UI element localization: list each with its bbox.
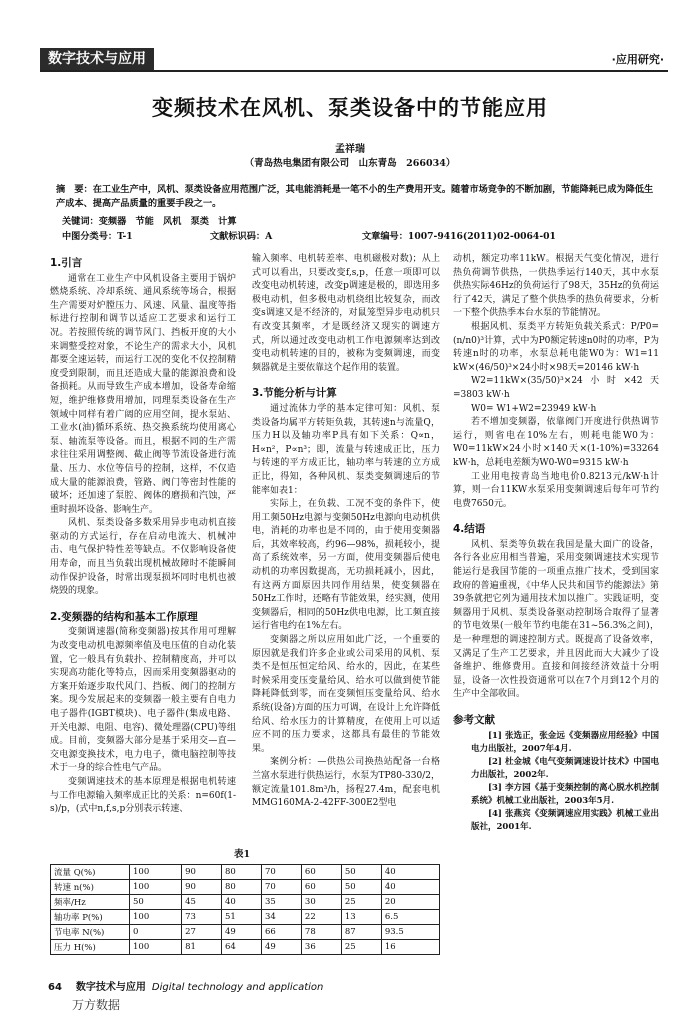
table-cell: 0 [130, 925, 182, 940]
table-caption: 表1 [234, 849, 251, 860]
table-cell: 100 [130, 910, 182, 925]
table-cell: 50 [341, 880, 381, 895]
table-row [51, 880, 440, 895]
section-category: ·应用研究· [611, 53, 664, 66]
table-cell: 70 [261, 880, 301, 895]
paragraph: 工业用电按青岛当地电价0.8213元/kW·h计算，则一台11KW水泵采用变频调速后每年可节约电费7650元。 [453, 471, 659, 509]
column-3 [453, 253, 659, 834]
paragraph: 风机、泵类等负载在我国是量大面广的设备，各行各业应用相当普遍，采用变频调速技术实现节能运行是我国节能的一项重点推广技术，受到国家政府的普遍重视，《中华人民共和国节约能源法》第39条就把它列为通用技术加以推广。实践证明，变频器用于风机、泵类设备驱动控制场合取得了显著的节电效果(一般年节约电能在31~56.3%之间)，是一种理想的调速控制方式。既提高了设备效率，又满足了生产工艺要求，并且因此而大大减少了设备维护、维修费用。直接和间接经济效益十分明显，设备一次性投资通常可以在7个月到12个月的生产中全部收回。 [453, 539, 659, 700]
table-cell: 16 [381, 940, 439, 955]
table-cell: 81 [182, 940, 222, 955]
references-heading: 参考文献 [453, 714, 495, 726]
table-cell: 60 [301, 880, 341, 895]
table-row [51, 940, 440, 955]
table-cell: 80 [222, 880, 262, 895]
table-cell: 80 [222, 865, 262, 880]
table-cell: 90 [182, 865, 222, 880]
table-cell: 34 [261, 910, 301, 925]
article-author: 孟祥瑞 [335, 144, 365, 155]
table-cell: 30 [301, 895, 341, 910]
article-abstract: 摘 要：在工业生产中，风机、泵类设备应用范围广泛，其电能消耗是一笔不小的生产费用开支。随着市场竞争的不断加剧，节能降耗已成为降低生产成本、提高产品质量的重要手段之一。 [56, 184, 654, 209]
table-cell: 25 [341, 895, 381, 910]
column-2 [252, 253, 440, 811]
journal-name-cn: 数字技术与应用 [75, 982, 146, 993]
reference-item: [1] 张选正，张金远《变频器应用经验》中国电力出版社，2007年4月. [471, 730, 659, 754]
table-row-label: 流量 Q(%) [51, 865, 130, 880]
paragraph: 风机、泵类设备多数采用异步电动机直接驱动的方式运行，存在启动电流大、机械冲击、电气保护特性差等缺点。不仅影响设备使用寿命，而且当负载出现机械故障时不能瞬间动作保护设备，时常出现泵损坏同时电机也被烧毁的现象。 [50, 518, 236, 597]
article-keywords: 关键词：变频器 节能 风机 泵类 计算 [62, 216, 237, 227]
table-cell: 49 [261, 940, 301, 955]
table-cell: 78 [301, 925, 341, 940]
energy-saving-table [50, 864, 440, 955]
document-code: 文献标识码：A [210, 231, 273, 242]
table-row-label: 轴功率 P(%) [51, 910, 130, 925]
table-row [51, 865, 440, 880]
table-cell: 45 [182, 895, 222, 910]
page-footer [48, 978, 323, 993]
journal-name-en: Digital technology and application [151, 982, 324, 993]
table-row-label: 压力 H(%) [51, 940, 130, 955]
reference-item: [2] 杜金城《电气变频调速设计技术》中国电力出版社，2002年. [471, 756, 659, 780]
table-row [51, 925, 440, 940]
table-row [51, 910, 440, 925]
section-heading: 4.结语 [453, 523, 486, 536]
paragraph: 变频器之所以应用如此广泛，一个重要的原因就是我们许多企业或公司采用的风机、泵类不是恒压恒定给风、给水的，因此，在某些时候采用变压变量给风、给水可以做到使节能降耗降低到零，而在变频恒压变量给风、给水系统(设备)方面的压力可调，在设计上允许降低给风、给水压力的计算精度，在使用上可以适应不同的压力要求，这都具有最佳的节能效果。 [252, 635, 440, 754]
table-cell: 40 [222, 895, 262, 910]
table-cell: 90 [182, 880, 222, 895]
table-cell: 100 [130, 940, 182, 955]
reference-item: [4] 张燕宾《变频调速应用实践》机械工业出版社，2001年. [471, 808, 659, 832]
article-number: 文章编号：1007-9416(2011)02-0064-01 [362, 231, 556, 242]
paragraph: 通常在工业生产中风机设备主要用于锅炉燃烧系统、冷却系统、通风系统等场合，根据生产需要对炉膛压力、风速、风量、温度等指标进行控制和调节以适应工艺要求和运行工况。若按照传统的调节风门、挡板开度的大小来调整受控对象，不论生产的需求大小，风机都要全速运转，而运行工况的变化不仅控制精度受到限制，而且还造成大量的能源浪费和设备损耗。从而导致生产成本增加，设备寿命缩短，维护维修费用增加，同理泵类设备在生产领域中同样有着广阔的应用空间，提水泵站、工业水(油)循环系统、热交换系统均使用离心泵、轴流泵等设备。而且，根据不同的生产需求往往采用调整阀、截止阀等节流设备进行流量、压力、水位等信号的控制，这样，不仅造成大量的能源浪费，管路、阀门等密封性能的破坏；还加速了泵腔、阀体的磨损和汽蚀，严重时损坏设备、影响生产。 [50, 273, 236, 515]
table-cell: 35 [261, 895, 301, 910]
column-1 [50, 253, 236, 817]
page-number: 64 [48, 982, 62, 993]
table-cell: 100 [130, 865, 182, 880]
paragraph: 动机，额定功率11kW。根据天气变化情况，进行热负荷调节供热，一供热季运行140天，其中水泵供热实际46Hz的负荷运行了98天，35Hz的负荷运行了42天，满足了整个供热季的热负荷要求，分析一下整个供热季本台水泵的节能情况。 [453, 254, 659, 319]
table-row-label: 频率/Hz [51, 895, 130, 910]
table-row-label: 节电率 N(%) [51, 925, 130, 940]
paragraph: 根据风机、泵类平方转矩负载关系式：P/P0=(n/n0)³计算，式中为P0额定转速n0时的功率，P为转速n时的功率，水泵总耗电能W0为：W1=11 kW×(46/50)³×24小时×98天=20146 kW·h [453, 321, 659, 373]
table-cell: 60 [301, 865, 341, 880]
table-cell: 49 [222, 925, 262, 940]
table-cell: 51 [222, 910, 262, 925]
table-cell: 40 [381, 880, 439, 895]
formula-line: W0= W1+W2=23949 kW·h [471, 403, 597, 414]
table-cell: 27 [182, 925, 222, 940]
table-cell: 36 [301, 940, 341, 955]
table-cell: 20 [381, 895, 439, 910]
paragraph: 输入频率、电机转差率、电机磁极对数)；从上式可以看出，只要改变f,s,p，任意一项即可以改变电动机转速，改变p调速是极的，即选用多极电动机，但多极电动机绕组比较复杂，而改变s调速又是不经济的，对鼠笼型异步电动机只有改变其频率，才是既经济又现实的调速方式，所以通过改变电动机工作电源频率达到改变电动机转速的目的，被称为变频调速，而变频器就是主要依靠这个起作用的装置。 [252, 254, 440, 373]
article-affiliation: （青岛热电集团有限公司 山东青岛 266034） [244, 158, 456, 169]
formula-line: W2=11kW×(35/50)³×24小时×42天=3803 kW·h [453, 376, 659, 400]
section-heading: 1.引言 [50, 257, 83, 269]
table-cell: 22 [301, 910, 341, 925]
table-cell: 93.5 [381, 925, 439, 940]
reference-item: [3] 李方园《基于变频控制的离心脱水机控制系统》机械工业出版社，2003年5月. [471, 782, 659, 806]
table-cell: 73 [182, 910, 222, 925]
table-cell: 13 [341, 910, 381, 925]
table-cell: 70 [261, 865, 301, 880]
table-cell: 50 [130, 895, 182, 910]
section-tag: 数字技术与应用 [40, 48, 154, 70]
article-title: 变频技术在风机、泵类设备中的节能应用 [152, 96, 548, 120]
paragraph: 实际上，在负载、工况不变的条件下，使用工频50Hz电源与变频50Hz电源向电动机供电，消耗的功率也是不同的，由于使用变频器后，其效率较高，约96—98%，损耗较小，提高了系统效率，另一方面，使用变频器后使电动机的功率因数提高，无功损耗减小，因此，有这两方面原因共同作用结果，使变频器在50Hz工作时，还略有节能效果，经实测，使用变频器后，相同的50Hz供电电源，比工频直接运行省电约在1%左右。 [252, 499, 440, 632]
paragraph: 案例分析：—供热公司换热站配备一台格兰富水泵进行供热运行，水泵为TP80-330/2，额定流量101.8m³/h，扬程27.4m，配套电机MMG160MA-2-42FF-300E2型电 [252, 757, 440, 809]
paragraph: 变频调速技术的基本原理是根据电机转速与工作电源输入频率成正比的关系：n=60f(1-s)/p，(式中n,f,s,p分别表示转速、 [50, 776, 236, 815]
paragraph: 通过流体力学的基本定律可知：风机、泵类设备均属平方转矩负载，其转速n与流量Q，压力H以及轴功率P具有如下关系：Q∝n，H∝n²，P∝n³；即，流量与转速成正比，压力与转速的平方成正比，轴功率与转速的立方成正比，得知，各种风机、泵类变频调速后的节能率如表1： [252, 403, 440, 496]
table-cell: 87 [341, 925, 381, 940]
section-heading: 3.节能分析与计算 [252, 387, 337, 400]
table-cell: 66 [261, 925, 301, 940]
table-cell: 50 [341, 865, 381, 880]
section-heading: 2.变频器的结构和基本工作原理 [50, 610, 198, 623]
paragraph: 变频调速器(简称变频器)按其作用可理解为改变电动机电源频率值及电压值的自动化装置，它一般具有负载扑、控制精度高，并可以实现高功能化等特点，因而采用变频器驱动的方案开始逐步取代风门、挡板、阀门的控制方案。现今发展起来的变频器一般主要有自电力电子器件(IGBT模块)、电子器件(集成电路、开关电源、电阻、电容)、微处理器(CPU)等组成。目前，变频器大部分是基于采用交—直—交电源变换技术，电力电子，微电脑控制等技术于一身的综合性电气产品。 [50, 627, 236, 774]
paragraph: 若不增加变频器，依靠阀门开度进行供热调节运行，则省电在10%左右，则耗电能W0为：W0=11kW×24小时×140天×(1-10%)=33264 kW·h，总耗电差额为W0-W0=9315 kW·h [453, 417, 659, 468]
table-cell: 100 [130, 880, 182, 895]
table-row-label: 转速 n(%) [51, 880, 130, 895]
table-cell: 64 [222, 940, 262, 955]
table-cell: 6.5 [381, 910, 439, 925]
clc-number: 中图分类号：T-1 [62, 231, 133, 242]
table-row [51, 895, 440, 910]
watermark: 万方数据 [72, 998, 121, 1012]
table-cell: 40 [381, 865, 439, 880]
table-cell: 25 [341, 940, 381, 955]
